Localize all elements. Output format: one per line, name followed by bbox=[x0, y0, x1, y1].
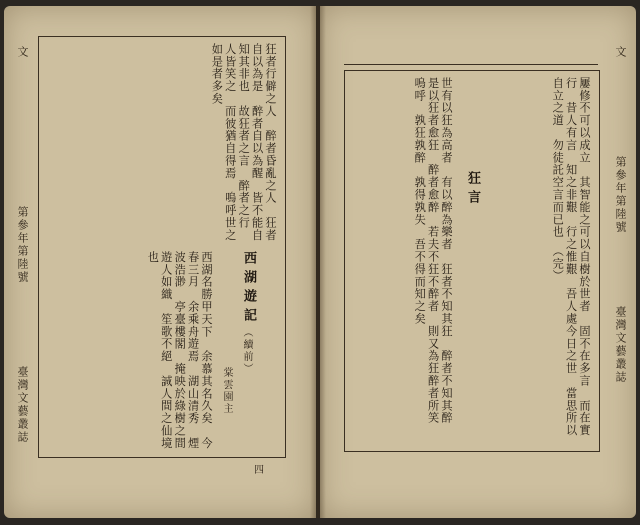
essay-title-right: 狂言 bbox=[465, 171, 480, 209]
right-text-frame bbox=[344, 70, 600, 452]
left-body-bottom: 西湖名勝甲天下 余慕其名久矣 今春三月 余乘舟遊焉 湖山清秀 煙波浩渺 亭臺樓閣 掩映於綠樹之間 遊人如織 笙歌不絕 誠人間之仙境也 bbox=[146, 251, 213, 462]
left-body-top: 狂者行僻之人 醉者昏亂之人 狂者自以為是 醉者自以為醒 皆不能自知其非也 故狂者之言 醉者之行 人皆笑之 而彼猶自得焉 嗚呼世之如是者多矣 bbox=[210, 43, 277, 242]
left-text-frame bbox=[38, 36, 286, 462]
right-running-head: 文 bbox=[614, 46, 627, 59]
left-running-head: 文 bbox=[16, 46, 29, 59]
right-side-running: 第參年第陸號 bbox=[614, 156, 627, 234]
essay-author: 棠雲園主 bbox=[221, 367, 232, 415]
left-side-running: 第參年第陸號 bbox=[16, 206, 29, 284]
open-book bbox=[4, 6, 636, 518]
right-header-band bbox=[344, 28, 598, 65]
right-side-running-2: 臺灣文藝叢誌 bbox=[614, 306, 627, 384]
book-gutter bbox=[310, 6, 326, 518]
page-number: 四 bbox=[254, 465, 264, 476]
right-body-top: 屢修不可以成立 其智能之可以自樹於世者 固不在多言 而在實行 昔人有言 知之非艱 行之惟艱 吾人處今日之世 當思所以自立之道 勿徒託空言而已也 （完） bbox=[551, 77, 591, 437]
left-side-running-2: 臺灣文藝叢誌 bbox=[16, 366, 29, 444]
right-page bbox=[320, 6, 636, 518]
right-body-bottom: 世有以狂為高者 有以醉為樂者 狂者不知其狂 醉者不知其醉 是以狂者愈狂 醉者愈醉 若夫不狂不醉者 則又為狂醉者所笑 嗚呼 孰狂孰醉 孰得孰失 吾不得而知之矣 bbox=[413, 77, 453, 437]
essay-subtitle: （續前） bbox=[241, 327, 252, 375]
left-page bbox=[4, 6, 316, 518]
essay-title: 西湖遊記 bbox=[241, 251, 256, 327]
